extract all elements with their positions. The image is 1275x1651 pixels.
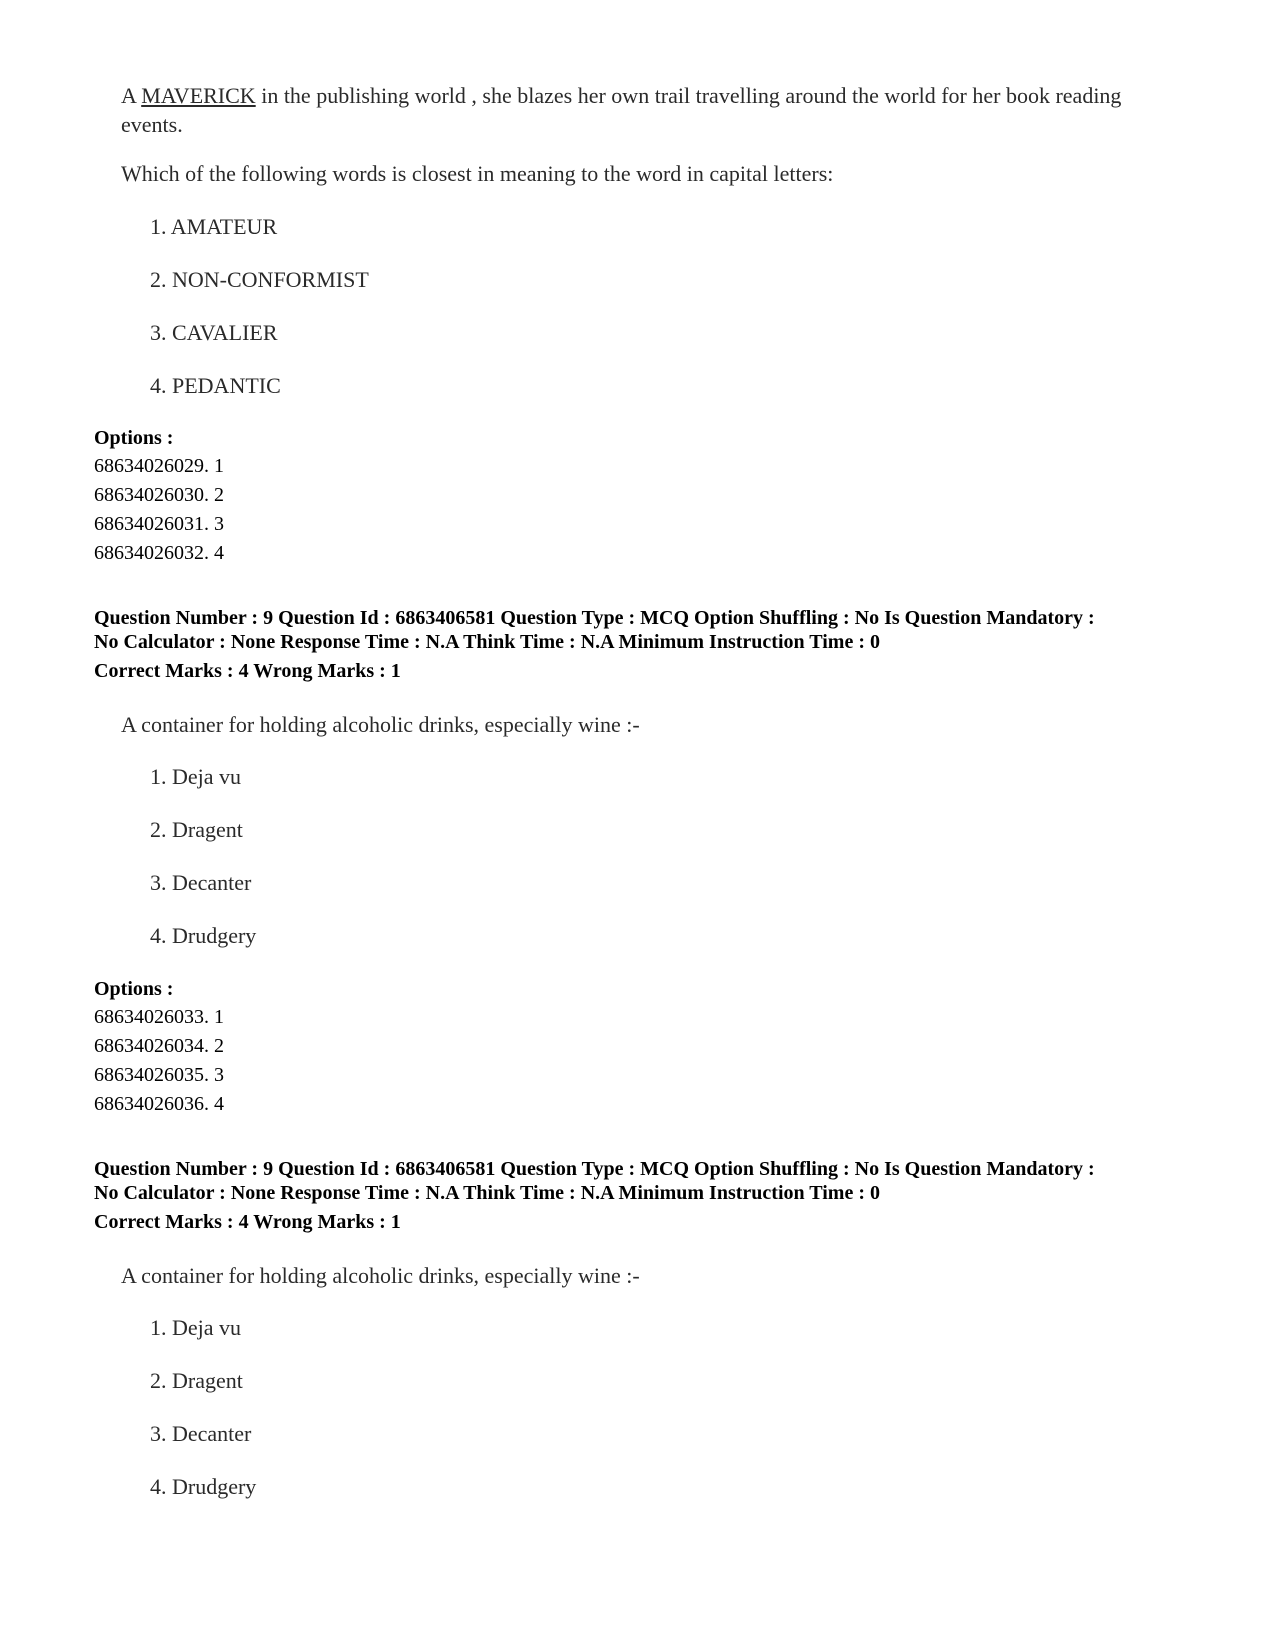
q8-choice-1: 1. AMATEUR [150,214,278,239]
q8-instruction: Which of the following words is closest in meaning to the word in capital letters: [121,161,834,186]
q9a-option-3: 68634026035. 3 [94,1064,224,1086]
q9a-marks: Correct Marks : 4 Wrong Marks : 1 [94,660,401,682]
q8-stem-prefix: A [121,83,142,108]
q9b-marks: Correct Marks : 4 Wrong Marks : 1 [94,1211,401,1233]
q9a-choice-3: 3. Decanter [150,870,252,895]
q9b-choice-3: 3. Decanter [150,1421,252,1446]
q8-stem-suffix: in the publishing world , she blazes her own trail travelling around the world for her book reading events. [121,83,1122,137]
q9a-options-label: Options : [94,978,174,1000]
q9b-choice-4: 4. Drudgery [150,1474,257,1499]
q9a-option-2: 68634026034. 2 [94,1035,224,1057]
q8-choice-2: 2. NON-CONFORMIST [150,267,369,292]
q9a-meta-line2: No Calculator : None Response Time : N.A Think Time : N.A Minimum Instruction Time : 0 [94,631,880,653]
q8-option-4: 68634026032. 4 [94,542,224,564]
q8-choice-4: 4. PEDANTIC [150,373,281,398]
q9b-choice-1: 1. Deja vu [150,1315,242,1340]
q8-option-2: 68634026030. 2 [94,484,224,506]
q9b-choice-2: 2. Dragent [150,1368,243,1393]
q9a-meta-line1: Question Number : 9 Question Id : 6863406581 Question Type : MCQ Option Shuffling : No Is Question Mandatory : [94,607,1095,629]
q9a-option-1: 68634026033. 1 [94,1006,224,1028]
q9a-choice-2: 2. Dragent [150,817,243,842]
q8-options-label: Options : [94,427,174,449]
q9a-option-4: 68634026036. 4 [94,1093,224,1115]
q8-stem [121,81,1141,139]
q8-choice-3: 3. CAVALIER [150,320,278,345]
q9a-choice-4: 4. Drudgery [150,923,257,948]
q9b-meta-line1: Question Number : 9 Question Id : 6863406581 Question Type : MCQ Option Shuffling : No Is Question Mandatory : [94,1158,1095,1180]
q8-stem-keyword: MAVERICK [141,83,256,108]
q9a-stem: A container for holding alcoholic drinks, especially wine :- [121,712,640,737]
q9b-meta-line2: No Calculator : None Response Time : N.A Think Time : N.A Minimum Instruction Time : 0 [94,1182,880,1204]
q8-option-3: 68634026031. 3 [94,513,224,535]
q8-option-1: 68634026029. 1 [94,455,224,477]
q9a-choice-1: 1. Deja vu [150,764,242,789]
q9b-stem: A container for holding alcoholic drinks, especially wine :- [121,1263,640,1288]
